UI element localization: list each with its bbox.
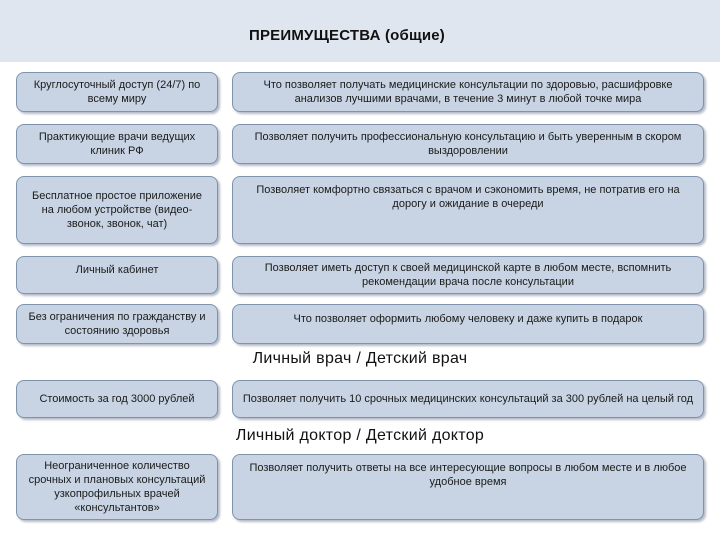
feature-box-unlimited [16,454,218,520]
feature-box-4 [16,256,218,294]
feature-text: Бесплатное простое приложение на любом устройстве (видео-звонок, звонок, чат) [32,190,202,230]
benefit-box-2 [232,124,704,164]
benefit-box-unlimited [232,454,704,520]
feature-box-1 [16,72,218,112]
feature-text: Стоимость за год 3000 рублей [39,393,195,405]
benefit-text: Позволяет иметь доступ к своей медицинской карте в любом месте, вспомнить рекомендации врача после консультации [264,262,672,288]
feature-box-5 [16,304,218,344]
page-title-text: ПРЕИМУЩЕСТВА (общие) [248,27,446,44]
feature-text: Без ограничения по гражданству и состоянию здоровья [28,311,206,337]
feature-text: Личный кабинет [75,264,159,276]
benefit-text: Что позволяет оформить любому человеку и даже купить в подарок [293,313,643,325]
benefit-box-price [232,380,704,418]
benefit-text: Позволяет получить ответы на все интересующие вопросы в любом месте и в любое удобное время [249,462,687,488]
feature-text: Неограниченное количество срочных и плановых консультаций узкопрофильных врачей «консультантов» [28,460,206,514]
feature-text: Практикующие врачи ведущих клиник РФ [38,131,196,157]
benefit-text: Позволяет комфортно связаться с врачом и сэкономить время, не потратив его на дорогу и ожидание в очереди [256,184,680,210]
feature-box-2 [16,124,218,164]
benefit-box-1 [232,72,704,112]
feature-text: Круглосуточный доступ (24/7) по всему миру [33,79,201,105]
section-heading-personal-doctor: Личный врач / Детский врач [252,350,468,367]
benefit-text: Позволяет получить 10 срочных медицинских консультаций за 300 рублей на целый год [242,393,694,405]
benefit-box-4 [232,256,704,294]
benefit-box-3 [232,176,704,244]
benefit-text: Позволяет получить профессиональную консультацию и быть уверенным в скором выздоровлении [254,131,682,157]
feature-box-price [16,380,218,418]
section-heading-personal-physician: Личный доктор / Детский доктор [235,427,485,444]
feature-box-3 [16,176,218,244]
page-title [0,27,720,44]
benefit-text: Что позволяет получать медицинские консультации по здоровью, расшифровке анализов лучшими врачами, в течение 3 минут в любой точке мира [263,79,673,105]
benefit-box-5 [232,304,704,344]
